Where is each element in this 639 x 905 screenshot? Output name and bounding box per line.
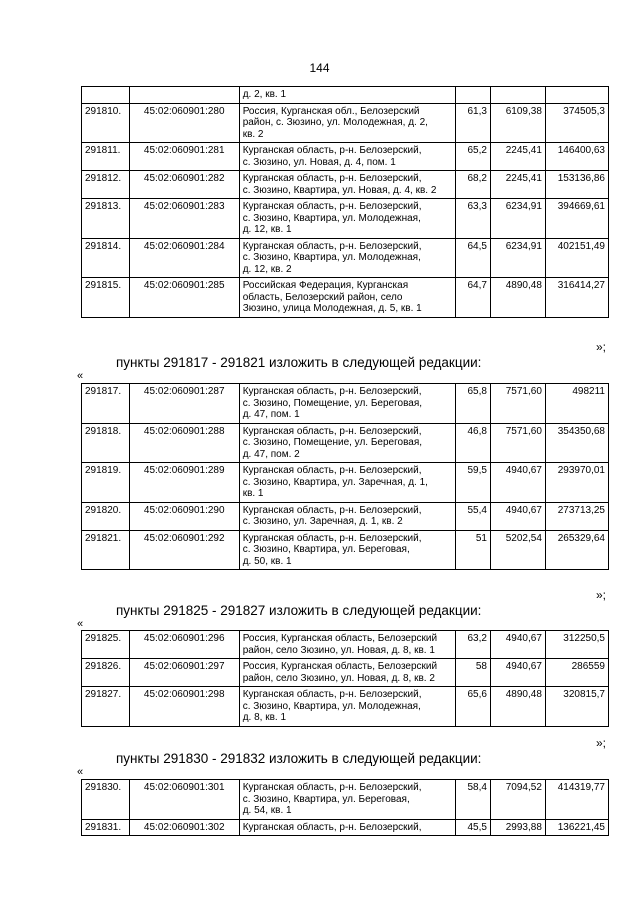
- table-row: [82, 87, 609, 104]
- address-cell: Курганская область, р-н. Белозерский, с. Зюзино, ул. Заречная, д. 1, кв. 2: [239, 502, 456, 530]
- cadastral-number-cell: [129, 87, 239, 104]
- area-cell: 65,6: [456, 687, 491, 727]
- cadastral-value-cell: 394669,61: [545, 199, 608, 239]
- address-cell: Российская Федерация, Курганская область, Белозерский район, село Зюзино, улица Молодежная, д. 5, кв. 1: [239, 278, 456, 318]
- page-number: 144: [309, 61, 330, 75]
- cadastral-rate-cell: 6234,91: [490, 199, 545, 239]
- cadastral-number-cell: 45:02:060901:290: [129, 502, 239, 530]
- cadastral-number-cell: 45:02:060901:281: [129, 143, 239, 171]
- row-number-cell: 291827.: [82, 687, 130, 727]
- area-cell: 61,3: [456, 103, 491, 143]
- address-cell: Курганская область, р-н. Белозерский, с. Зюзино, Помещение, ул. Береговая, д. 47, пом. 1: [239, 384, 456, 424]
- area-cell: 64,5: [456, 238, 491, 278]
- row-number-cell: 291821.: [82, 530, 130, 570]
- cadastral-number-cell: 45:02:060901:298: [129, 687, 239, 727]
- cadastral-value-cell: 498211: [545, 384, 608, 424]
- address-cell: Курганская область, р-н. Белозерский, с. Зюзино, Квартира, ул. Береговая, д. 54, кв. 1: [239, 780, 456, 820]
- cadastral-rate-cell: 6234,91: [490, 238, 545, 278]
- table-row: [82, 463, 609, 503]
- cadastral-number-cell: 45:02:060901:292: [129, 530, 239, 570]
- address-cell: Курганская область, р-н. Белозерский, с. Зюзино, Квартира, ул. Новая, д. 4, кв. 2: [239, 171, 456, 199]
- cadastral-number-cell: 45:02:060901:302: [129, 819, 239, 836]
- table-row: [82, 502, 609, 530]
- table-row: [82, 530, 609, 570]
- area-cell: 68,2: [456, 171, 491, 199]
- cadastral-value-cell: 402151,49: [545, 238, 608, 278]
- area-cell: 64,7: [456, 278, 491, 318]
- address-cell: Россия, Курганская область, Белозерский район, село Зюзино, ул. Новая, д. 8, кв. 1: [239, 631, 456, 659]
- cadastral-number-cell: 45:02:060901:280: [129, 103, 239, 143]
- row-number-cell: 291817.: [82, 384, 130, 424]
- cadastral-rate-cell: 5202,54: [490, 530, 545, 570]
- table-row: [82, 687, 609, 727]
- cadastral-value-cell: 265329,64: [545, 530, 608, 570]
- row-number-cell: 291830.: [82, 780, 130, 820]
- cadastral-number-cell: 45:02:060901:296: [129, 631, 239, 659]
- table-row: [82, 171, 609, 199]
- table-row: [82, 103, 609, 143]
- row-number-cell: 291811.: [82, 143, 130, 171]
- area-cell: 65,8: [456, 384, 491, 424]
- address-cell: Курганская область, р-н. Белозерский,: [239, 819, 456, 836]
- area-cell: 65,2: [456, 143, 491, 171]
- cadastral-rate-cell: 4940,67: [490, 631, 545, 659]
- area-cell: 51: [456, 530, 491, 570]
- cadastral-rate-cell: 2245,41: [490, 143, 545, 171]
- address-cell: Курганская область, р-н. Белозерский, с. Зюзино, Квартира, ул. Молодежная, д. 12, кв. 1: [239, 199, 456, 239]
- cadastral-rate-cell: 4940,67: [490, 463, 545, 503]
- table-row: [82, 278, 609, 318]
- opening-quote: «: [77, 766, 84, 778]
- cadastral-number-cell: 45:02:060901:289: [129, 463, 239, 503]
- cadastral-value-cell: 414319,77: [545, 780, 608, 820]
- area-cell: 59,5: [456, 463, 491, 503]
- table-row: [82, 819, 609, 836]
- property-table: [81, 630, 609, 727]
- row-number-cell: 291825.: [82, 631, 130, 659]
- cadastral-rate-cell: 2245,41: [490, 171, 545, 199]
- cadastral-rate-cell: 4940,67: [490, 659, 545, 687]
- row-number-cell: 291815.: [82, 278, 130, 318]
- cadastral-value-cell: 286559: [545, 659, 608, 687]
- cadastral-number-cell: 45:02:060901:282: [129, 171, 239, 199]
- cadastral-value-cell: [545, 87, 608, 104]
- opening-quote: «: [77, 618, 84, 630]
- area-cell: 46,8: [456, 423, 491, 463]
- address-cell: Россия, Курганская обл., Белозерский район, с. Зюзино, ул. Молодежная, д. 2, кв. 2: [239, 103, 456, 143]
- cadastral-rate-cell: [490, 87, 545, 104]
- row-number-cell: 291831.: [82, 819, 130, 836]
- cadastral-rate-cell: 6109,38: [490, 103, 545, 143]
- closing-quote: »;: [596, 736, 607, 750]
- closing-quote: »;: [596, 340, 607, 354]
- property-table: [81, 779, 609, 836]
- cadastral-value-cell: 316414,27: [545, 278, 608, 318]
- row-number-cell: 291810.: [82, 103, 130, 143]
- table-row: [82, 199, 609, 239]
- cadastral-rate-cell: 2993,88: [490, 819, 545, 836]
- area-cell: 55,4: [456, 502, 491, 530]
- area-cell: 45,5: [456, 819, 491, 836]
- cadastral-number-cell: 45:02:060901:284: [129, 238, 239, 278]
- address-cell: Курганская область, р-н. Белозерский, с. Зюзино, ул. Новая, д. 4, пом. 1: [239, 143, 456, 171]
- cadastral-number-cell: 45:02:060901:285: [129, 278, 239, 318]
- cadastral-value-cell: 320815,7: [545, 687, 608, 727]
- row-number-cell: 291814.: [82, 238, 130, 278]
- opening-quote: «: [77, 370, 84, 382]
- cadastral-value-cell: 354350,68: [545, 423, 608, 463]
- address-cell: Курганская область, р-н. Белозерский, с. Зюзино, Квартира, ул. Молодежная, д. 12, кв. 2: [239, 238, 456, 278]
- row-number-cell: 291819.: [82, 463, 130, 503]
- area-cell: [456, 87, 491, 104]
- closing-quote: »;: [596, 588, 607, 602]
- cadastral-value-cell: 293970,01: [545, 463, 608, 503]
- table-row: [82, 384, 609, 424]
- address-cell: Курганская область, р-н. Белозерский, с. Зюзино, Помещение, ул. Береговая, д. 47, пом. 2: [239, 423, 456, 463]
- area-cell: 63,3: [456, 199, 491, 239]
- cadastral-number-cell: 45:02:060901:283: [129, 199, 239, 239]
- cadastral-value-cell: 374505,3: [545, 103, 608, 143]
- amendment-instruction: пункты 291830 - 291832 изложить в следующей редакции:: [116, 751, 482, 766]
- cadastral-rate-cell: 4890,48: [490, 278, 545, 318]
- row-number-cell: [82, 87, 130, 104]
- row-number-cell: 291820.: [82, 502, 130, 530]
- cadastral-value-cell: 273713,25: [545, 502, 608, 530]
- property-table: [81, 383, 609, 570]
- table-row: [82, 631, 609, 659]
- cadastral-number-cell: 45:02:060901:301: [129, 780, 239, 820]
- area-cell: 58,4: [456, 780, 491, 820]
- cadastral-number-cell: 45:02:060901:287: [129, 384, 239, 424]
- amendment-instruction: пункты 291817 - 291821 изложить в следующей редакции:: [116, 355, 482, 370]
- address-cell: Курганская область, р-н. Белозерский, с. Зюзино, Квартира, ул. Молодежная, д. 8, кв. 1: [239, 687, 456, 727]
- table-row: [82, 780, 609, 820]
- table-row: [82, 143, 609, 171]
- property-table: [81, 86, 609, 318]
- cadastral-rate-cell: 7094,52: [490, 780, 545, 820]
- amendment-instruction: пункты 291825 - 291827 изложить в следующей редакции:: [116, 603, 482, 618]
- cadastral-value-cell: 153136,86: [545, 171, 608, 199]
- address-cell: Россия, Курганская область, Белозерский район, село Зюзино, ул. Новая, д. 8, кв. 2: [239, 659, 456, 687]
- row-number-cell: 291818.: [82, 423, 130, 463]
- table-row: [82, 238, 609, 278]
- row-number-cell: 291826.: [82, 659, 130, 687]
- cadastral-value-cell: 136221,45: [545, 819, 608, 836]
- cadastral-rate-cell: 4940,67: [490, 502, 545, 530]
- table-row: [82, 423, 609, 463]
- cadastral-rate-cell: 4890,48: [490, 687, 545, 727]
- address-cell: Курганская область, р-н. Белозерский, с. Зюзино, Квартира, ул. Береговая, д. 50, кв. 1: [239, 530, 456, 570]
- row-number-cell: 291813.: [82, 199, 130, 239]
- cadastral-number-cell: 45:02:060901:297: [129, 659, 239, 687]
- table-row: [82, 659, 609, 687]
- area-cell: 63,2: [456, 631, 491, 659]
- cadastral-value-cell: 312250,5: [545, 631, 608, 659]
- cadastral-rate-cell: 7571,60: [490, 423, 545, 463]
- address-cell: д. 2, кв. 1: [239, 87, 456, 104]
- cadastral-number-cell: 45:02:060901:288: [129, 423, 239, 463]
- cadastral-value-cell: 146400,63: [545, 143, 608, 171]
- address-cell: Курганская область, р-н. Белозерский, с. Зюзино, Квартира, ул. Заречная, д. 1, кв. 1: [239, 463, 456, 503]
- area-cell: 58: [456, 659, 491, 687]
- cadastral-rate-cell: 7571,60: [490, 384, 545, 424]
- row-number-cell: 291812.: [82, 171, 130, 199]
